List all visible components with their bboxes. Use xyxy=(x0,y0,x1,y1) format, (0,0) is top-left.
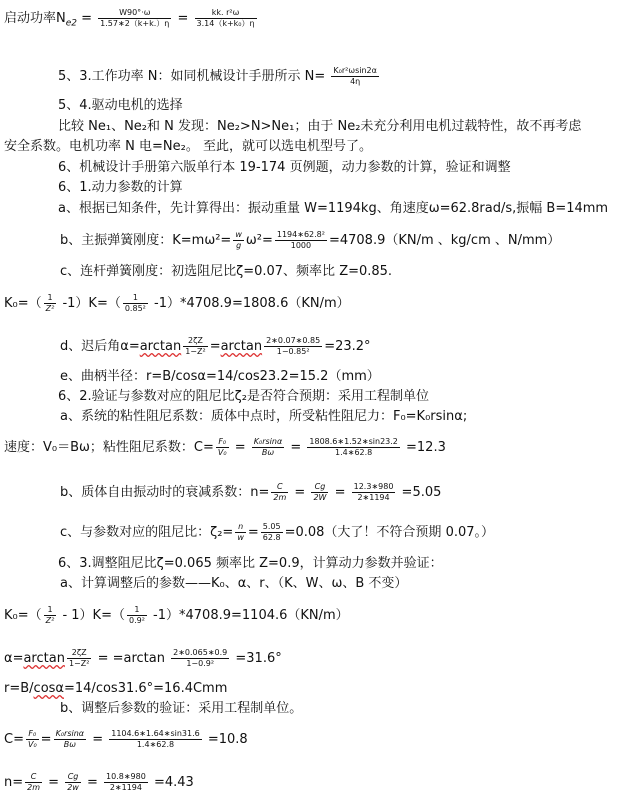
numerator: 12.3∗980 xyxy=(353,482,394,491)
text: =23.2° xyxy=(324,339,371,354)
text: = xyxy=(82,775,103,790)
fraction xyxy=(123,293,148,314)
fraction xyxy=(44,293,57,314)
subscript: e2 xyxy=(65,18,77,29)
denominator: 1−0.85² xyxy=(276,347,310,356)
fraction xyxy=(261,522,283,543)
fraction xyxy=(183,336,207,357)
text: = xyxy=(330,485,350,500)
fraction xyxy=(26,729,39,750)
numerator: 1 xyxy=(123,293,148,304)
text: =4708.9（KN/m 、kg/cm 、N/mm） xyxy=(328,233,561,248)
k0-adjusted-formula xyxy=(4,605,349,626)
text: arctan xyxy=(139,339,182,354)
numerator: C xyxy=(271,482,288,493)
denominator: 2∗1194 xyxy=(109,783,142,792)
text: K₀=（ xyxy=(4,296,42,311)
denominator: V₀ xyxy=(217,448,227,457)
fraction xyxy=(216,437,229,458)
k0-formula xyxy=(4,293,350,314)
denominator: 2m xyxy=(27,783,41,792)
denominator: 2w xyxy=(67,783,79,792)
denominator: 1−0.9² xyxy=(186,659,215,668)
denominator: 1000 xyxy=(290,241,312,250)
text: - 1）K=（ xyxy=(58,608,125,623)
numerator: 2∗0.07∗0.85 xyxy=(266,336,321,345)
numerator: C xyxy=(25,772,42,783)
fraction xyxy=(271,482,288,503)
numerator: 2ζZ xyxy=(67,648,91,659)
denominator: 62.8 xyxy=(262,533,281,542)
fraction xyxy=(171,648,229,669)
text: C= xyxy=(4,732,24,747)
numerator: K₀r²ωsin2α xyxy=(333,66,377,75)
denominator: 0.85² xyxy=(124,304,146,313)
denominator: Bω xyxy=(63,740,76,749)
text: = xyxy=(230,440,250,455)
crank-radius: e、曲柄半径：r=B/cosα=14/cos23.2=15.2（mm） xyxy=(60,369,380,384)
paragraph-line: 安全系数。电机功率 N 电=Ne₂。 至此，就可以选电机型号了。 xyxy=(4,139,372,154)
text: = xyxy=(209,339,221,354)
heading-verify-damping: 6、2.验证与参数对应的阻尼比ζ₂是否符合预期：采用工程制单位 xyxy=(58,389,429,404)
fraction xyxy=(25,772,42,793)
denominator: 3.14（k+k₀）η xyxy=(196,19,255,28)
text: r=B/ xyxy=(4,681,34,696)
numerator: 2∗0.065∗0.9 xyxy=(173,648,228,657)
fraction xyxy=(54,729,86,750)
numerator: 1194∗62.8² xyxy=(276,230,325,239)
numerator: Cg xyxy=(65,772,81,783)
text: cosα xyxy=(33,681,64,696)
text: b、主振弹簧刚度：K=mω²= xyxy=(60,233,232,248)
fraction xyxy=(127,605,147,626)
text: α= xyxy=(4,651,24,666)
text: = xyxy=(44,775,64,790)
numerator: 1 xyxy=(44,605,57,616)
denominator: w xyxy=(237,533,244,542)
numerator: 1808.6∗1.52∗sin23.2 xyxy=(309,437,398,446)
n-adjusted-formula xyxy=(4,772,194,793)
numerator: K₀rsinα xyxy=(55,729,85,738)
numerator: F₀ xyxy=(26,729,39,740)
heading-handbook-example: 6、机械设计手册第六版单行本 19-174 页例题，动力参数的计算，验证和调整 xyxy=(58,160,511,175)
denominator: 2∗1194 xyxy=(357,493,390,502)
fraction xyxy=(195,8,257,29)
alpha-adjusted-formula xyxy=(4,648,282,669)
denominator: 1.4∗62.8 xyxy=(136,740,175,749)
text: = = xyxy=(93,651,124,666)
fraction xyxy=(67,648,91,669)
text: 启动功率N xyxy=(4,11,66,26)
text: ω²= xyxy=(245,233,273,248)
text: = xyxy=(177,11,193,26)
fraction xyxy=(331,66,378,87)
text: arctan xyxy=(23,651,65,666)
heading-param-calc: 6、1.动力参数的计算 xyxy=(58,180,183,195)
denominator: g xyxy=(236,241,242,250)
main-spring-stiffness xyxy=(60,230,560,251)
fraction xyxy=(233,230,244,251)
text: c、与参数对应的阻尼比：ζ₂= xyxy=(60,525,234,540)
text: =10.8 xyxy=(203,732,248,747)
c-adjusted-formula xyxy=(4,729,248,750)
text: = xyxy=(286,440,306,455)
r-adjusted-formula xyxy=(4,681,227,697)
numerator: Cg xyxy=(311,482,328,493)
text: 5、3.工作功率 N：如同机械设计手册所示 N= xyxy=(58,69,326,84)
text: d、迟后角α= xyxy=(60,339,140,354)
fraction xyxy=(264,336,322,357)
text: = xyxy=(290,485,310,500)
denominator: Bω xyxy=(261,448,275,457)
verify-adjusted-heading: b、调整后参数的验证：采用工程制单位。 xyxy=(60,701,303,716)
fraction xyxy=(252,437,284,458)
denominator: 4η xyxy=(350,77,361,86)
numerator: F₀ xyxy=(216,437,229,448)
text: = xyxy=(77,11,97,26)
fraction xyxy=(311,482,328,503)
fraction xyxy=(98,8,171,29)
fraction xyxy=(109,729,201,750)
text: 速度：V₀＝Bω；粘性阻尼系数：C= xyxy=(4,440,214,455)
text: = xyxy=(40,732,52,747)
fraction xyxy=(352,482,396,503)
text: =12.3 xyxy=(401,440,446,455)
fraction xyxy=(275,230,327,251)
fraction xyxy=(307,437,399,458)
text: -1）K=（ xyxy=(58,296,121,311)
denominator: 0.9² xyxy=(128,616,145,625)
given-conditions: a、根据已知条件，先计算得出：振动重量 W=1194kg、角速度ω=62.8rad/s,振幅 B=14mm xyxy=(58,201,609,216)
text: =0.08（大了！不符合预期 0.07。） xyxy=(284,525,495,540)
denominator: 2m xyxy=(273,493,287,502)
denominator: 1−Z² xyxy=(68,659,90,668)
velocity-damping-coef xyxy=(4,437,446,458)
fraction xyxy=(235,522,246,543)
text: n= xyxy=(4,775,24,790)
paragraph-line: 比较 Ne₁、Ne₂和 N 发现：Ne₂>N>Ne₁；由于 Ne₂未充分利用电机过载特性，故不再考虑 xyxy=(58,119,582,134)
heading-adjust-damping: 6、3.调整阻尼比ζ=0.065 频率比 Z=0.9，计算动力参数并验证： xyxy=(58,556,443,571)
denominator: 2W xyxy=(313,493,327,502)
numerator: K₀rsinα xyxy=(253,437,283,446)
rod-spring-stiffness: c、连杆弹簧刚度：初选阻尼比ζ=0.07、频率比 Z=0.85. xyxy=(60,264,393,279)
denominator: V₀ xyxy=(27,740,37,749)
text: = xyxy=(88,732,108,747)
text: b、质体自由振动时的衰减系数：n= xyxy=(60,485,270,500)
denominator: 1.57∗2（k+k.）η xyxy=(100,19,170,28)
text: arctan xyxy=(220,339,263,354)
denominator: 1.4∗62.8 xyxy=(335,448,373,457)
text: =31.6° xyxy=(231,651,282,666)
numerator: 1 xyxy=(44,293,57,304)
adjusted-params-heading: a、计算调整后的参数——K₀、α、r、（K、W、ω、B 不变） xyxy=(60,576,408,591)
numerator: 5.05 xyxy=(262,522,281,531)
numerator: W90°·ω xyxy=(98,8,171,19)
denominator: Z² xyxy=(45,304,55,313)
startup-power-formula xyxy=(4,8,259,32)
lag-angle-formula xyxy=(60,336,371,357)
denominator: 1−Z² xyxy=(185,347,206,356)
text: = xyxy=(247,525,259,540)
numerator: w xyxy=(235,230,242,239)
text: K₀=（ xyxy=(4,608,42,623)
heading-motor-selection: 5、4.驱动电机的选择 xyxy=(58,98,183,113)
text: arctan xyxy=(123,651,165,666)
numerator: 1104.6∗1.64∗sin31.6 xyxy=(111,729,200,738)
viscous-damping-force: a、系统的粘性阻尼系数：质体中点时，所受粘性阻尼力：F₀=K₀rsinα; xyxy=(60,409,468,424)
text: =14/cos31.6°=16.4Cmm xyxy=(64,681,228,696)
numerator: 2ζZ xyxy=(183,336,207,347)
text: -1）*4708.9=1104.6（KN/m） xyxy=(148,608,349,623)
text: =5.05 xyxy=(397,485,442,500)
numerator: n xyxy=(235,522,246,533)
numerator: 1 xyxy=(127,605,147,616)
text: =4.43 xyxy=(149,775,194,790)
fraction xyxy=(44,605,57,626)
numerator: 10.8∗980 xyxy=(106,772,146,781)
attenuation-coef xyxy=(60,482,441,503)
fraction xyxy=(65,772,81,793)
damping-ratio-check xyxy=(60,522,494,543)
text: -1）*4708.9=1808.6（KN/m） xyxy=(149,296,350,311)
fraction xyxy=(104,772,148,793)
numerator: kk. r²ω xyxy=(195,8,257,19)
denominator: Z² xyxy=(45,616,55,625)
working-power-line xyxy=(58,66,381,87)
